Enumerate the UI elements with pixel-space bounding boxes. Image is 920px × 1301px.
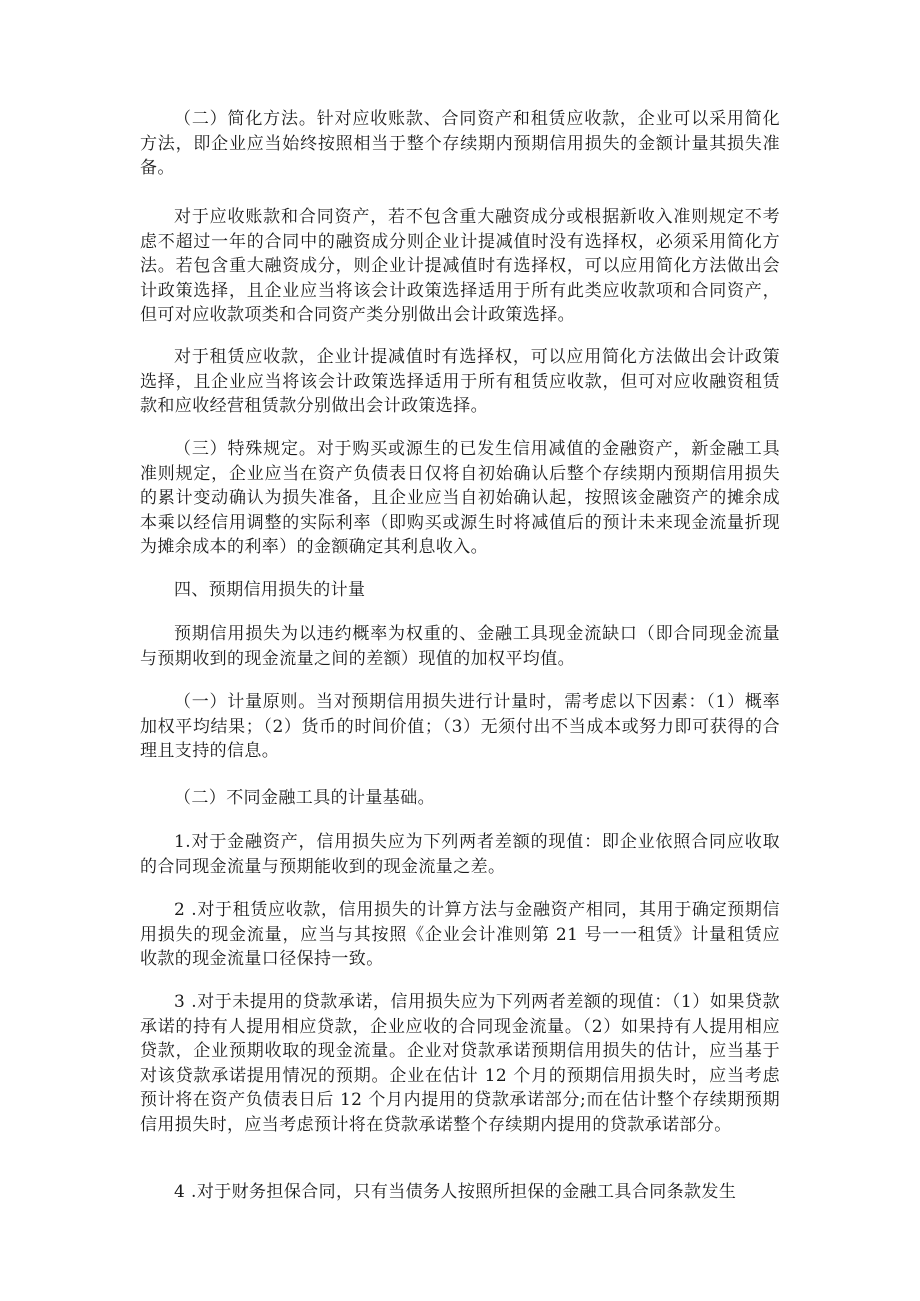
subheading-measurement-basis: （二）不同金融工具的计量基础。 (174, 788, 435, 808)
paragraph-loan-commitments: 3 .对于未提用的贷款承诺，信用损失应为下列两者差额的现值：（1）如果贷款承诺的持有人提用相应贷款，企业应收的合同现金流量。（2）如果持有人提用相应贷款，企业预期收取的现金流量。企业对贷款承诺预期信用损失的估计，应当基于对该贷款承诺提用情况的预期。企业在估计 12 个月的预期信用损失时，应当考虑预计将在资产负债表日后 12 个月内提用的贷款承诺部分;而在估计整个存续期预期信用损失时，应当考虑预计将在贷款承诺整个存续期内提用的贷款承诺部分。 (140, 992, 780, 1135)
paragraph-lease-receivables: 对于租赁应收款，企业计提减值时有选择权，可以应用简化方法做出会计政策选择，且企业应当将该会计政策选择适用于所有租赁应收款，但可对应收融资租赁款和应收经营租赁款分别做出会计政策选择。 (140, 347, 780, 416)
paragraph-financial-guarantee: 4 .对于财务担保合同，只有当债务人按照所担保的金融工具合同条款发生 (174, 1182, 737, 1202)
section-heading-measurement: 四、预期信用损失的计量 (174, 580, 366, 600)
paragraph-ecl-definition: 预期信用损失为以违约概率为权重的、金融工具现金流缺口（即合同现金流量与预期收到的现金流量之间的差额）现值的加权平均值。 (140, 624, 780, 669)
paragraph-financial-assets: 1.对于金融资产，信用损失应为下列两者差额的现值：即企业依照合同应收取的合同现金流量与预期能收到的现金流量之差。 (140, 832, 780, 877)
paragraph-measurement-principles: （一）计量原则。当对预期信用损失进行计量时，需考虑以下因素：（1）概率加权平均结果；（2）货币的时间价值；（3）无须付出不当成本或努力即可获得的合理且支持的信息。 (140, 692, 780, 761)
paragraph-special-provisions: （三）特殊规定。对于购买或源生的已发生信用减值的金融资产，新金融工具准则规定，企业应当在资产负债表日仅将自初始确认后整个存续期内预期信用损失的累计变动确认为损失准备，且企业应当自初始确认起，按照该金融资产的摊余成本乘以经信用调整的实际利率（即购买或源生时将减值后的预计未来现金流量折现为摊余成本的利率）的金额确定其利息收入。 (140, 439, 780, 557)
paragraph-lease-receivables-measurement: 2 .对于租赁应收款，信用损失的计算方法与金融资产相同，其用于确定预期信用损失的现金流量，应当与其按照《企业会计准则第 21 号一一租赁》计量租赁应收款的现金流量口径保持一致。 (140, 900, 780, 969)
paragraph-receivables-contract-assets: 对于应收账款和合同资产，若不包含重大融资成分或根据新收入准则规定不考虑不超过一年的合同中的融资成分则企业计提减值时没有选择权，必须采用简化方法。若包含重大融资成分，则企业计提减值时有选择权，可以应用简化方法做出会计政策选择，且企业应当将该会计政策选择适用于所有此类应收款项和合同资产，但可对应收款项类和合同资产类分别做出会计政策选择。 (140, 207, 780, 325)
paragraph-simplified-method: （二）简化方法。针对应收账款、合同资产和租赁应收款，企业可以采用简化方法，即企业应当始终按照相当于整个存续期内预期信用损失的金额计量其损失准备。 (140, 109, 780, 178)
